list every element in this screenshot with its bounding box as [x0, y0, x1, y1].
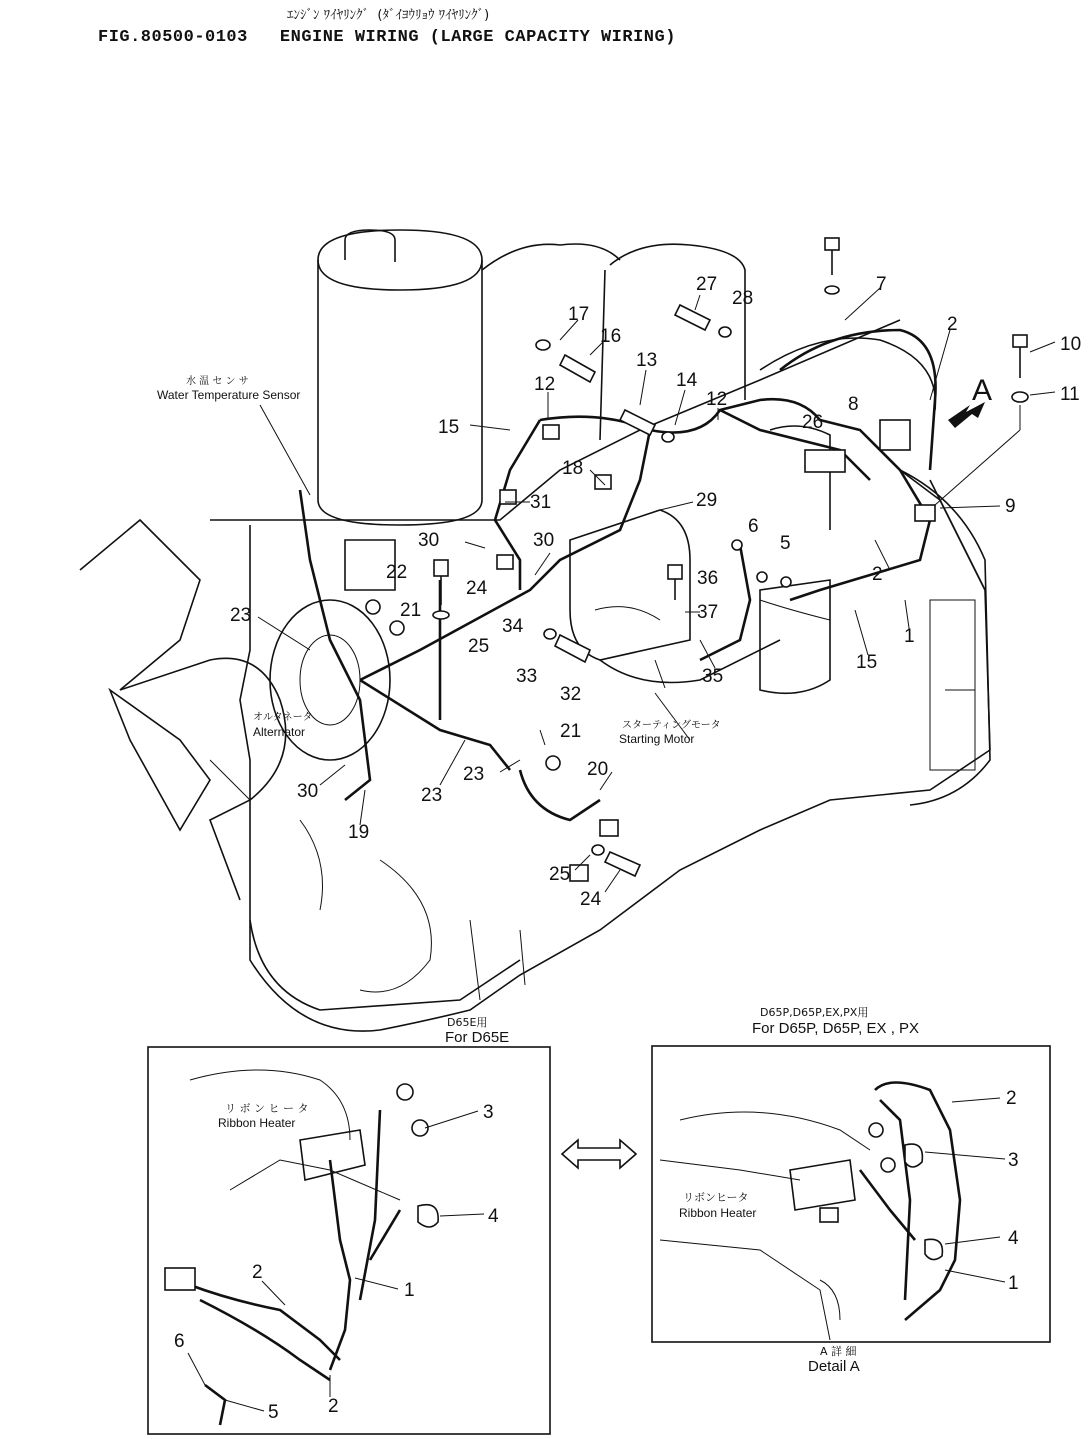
inset-right-part-number: 3: [1008, 1150, 1019, 1171]
part-number: 26: [802, 412, 824, 433]
inset-right-part-number: 4: [1008, 1228, 1019, 1249]
alternator-label: Alternator: [253, 725, 306, 739]
part-number: 10: [1060, 334, 1082, 355]
inset-for-d65e: [148, 1016, 550, 1434]
part-number: 2: [872, 564, 883, 585]
part-number: 9: [1005, 496, 1016, 517]
ribbon-heater-label: Ribbon Heater: [218, 1116, 296, 1130]
part-number: 30: [533, 530, 555, 551]
inset-left-part-number: 2: [328, 1396, 339, 1417]
part-number: 15: [856, 652, 878, 673]
part-number: 16: [600, 326, 622, 347]
inset-left-part-number: 3: [483, 1102, 494, 1123]
part-number-labels: [230, 274, 1081, 910]
water-temperature-sensor-label-jp: 水 温 セ ン サ: [186, 376, 249, 387]
part-number: 27: [696, 274, 718, 295]
part-number: 20: [587, 759, 609, 780]
figure-title: FIG.80500-0103 ENGINE WIRING (LARGE CAPACITY WIRING): [98, 28, 676, 47]
double-arrow-icon: [562, 1140, 636, 1168]
part-number: 24: [466, 578, 488, 599]
part-number: 25: [549, 864, 571, 885]
inset-left-caption: For D65E: [445, 1029, 510, 1046]
part-number: 19: [348, 822, 370, 843]
inset-right-caption-jp: D65P,D65P,EX,PX用: [760, 1006, 869, 1019]
part-number: 30: [297, 781, 319, 802]
part-number: 13: [636, 350, 658, 371]
detail-a-caption: Detail A: [808, 1358, 860, 1375]
part-number: 33: [516, 666, 538, 687]
water-temperature-sensor-label: Water Temperature Sensor: [157, 388, 301, 402]
part-number: 36: [697, 568, 719, 589]
inset-left-part-number: 1: [404, 1280, 415, 1301]
part-number: 37: [697, 602, 719, 623]
part-number: 23: [463, 764, 485, 785]
part-number: 34: [502, 616, 524, 637]
part-number: 22: [386, 562, 408, 583]
figure-title-japanese: ｴﾝｼﾞﾝ ﾜｲﾔﾘﾝｸﾞ (ﾀﾞｲﾖｳﾘｮｳ ﾜｲﾔﾘﾝｸﾞ): [287, 8, 490, 23]
inset-left-part-number: 6: [174, 1331, 185, 1352]
ribbon-heater-label-right-jp: リボンヒータ: [683, 1191, 749, 1204]
inset-right-part-number: 1: [1008, 1273, 1019, 1294]
part-number: 12: [706, 389, 728, 410]
part-number: 35: [702, 666, 724, 687]
inset-left-part-number: 2: [252, 1262, 263, 1283]
inset-right-part-number: 2: [1006, 1088, 1017, 1109]
starting-motor-label-jp: スターティングモータ: [622, 720, 721, 731]
part-number: 21: [400, 600, 422, 621]
part-number: 8: [848, 394, 859, 415]
inset-left-caption-jp: D65E用: [447, 1016, 488, 1029]
alternator-label-jp: オルタネータ: [253, 712, 313, 723]
starting-motor-label: Starting Motor: [619, 732, 695, 746]
part-number: 18: [562, 458, 584, 479]
inset-right-caption: For D65P, D65P, EX , PX: [752, 1020, 920, 1037]
part-number: 1: [904, 626, 915, 647]
part-number: 6: [748, 516, 759, 537]
inset-left-part-number: 4: [488, 1206, 499, 1227]
part-number: 5: [780, 533, 791, 554]
detail-a-marker: A: [972, 374, 993, 407]
part-number: 30: [418, 530, 440, 551]
part-number: 28: [732, 288, 754, 309]
detail-a-caption-jp: A 詳 細: [820, 1345, 857, 1358]
part-number: 32: [560, 684, 582, 705]
part-number: 2: [947, 314, 958, 335]
part-number: 14: [676, 370, 698, 391]
part-number: 21: [560, 721, 582, 742]
part-number: 23: [421, 785, 443, 806]
ribbon-heater-label-jp: リ ボ ン ヒ ー タ: [225, 1102, 309, 1115]
part-number: 12: [534, 374, 556, 395]
ribbon-heater-label-right: Ribbon Heater: [679, 1206, 757, 1220]
part-number: 7: [876, 274, 887, 295]
part-number: 17: [568, 304, 590, 325]
part-number: 31: [530, 492, 552, 513]
part-number: 15: [438, 417, 460, 438]
inset-for-d65p: [652, 1006, 1050, 1375]
part-number: 24: [580, 889, 602, 910]
part-number: 25: [468, 636, 490, 657]
part-number: 29: [696, 490, 718, 511]
air-cleaner: [318, 230, 620, 525]
part-number: 11: [1060, 384, 1080, 405]
inset-left-part-number: 5: [268, 1402, 279, 1423]
part-number: 23: [230, 605, 252, 626]
